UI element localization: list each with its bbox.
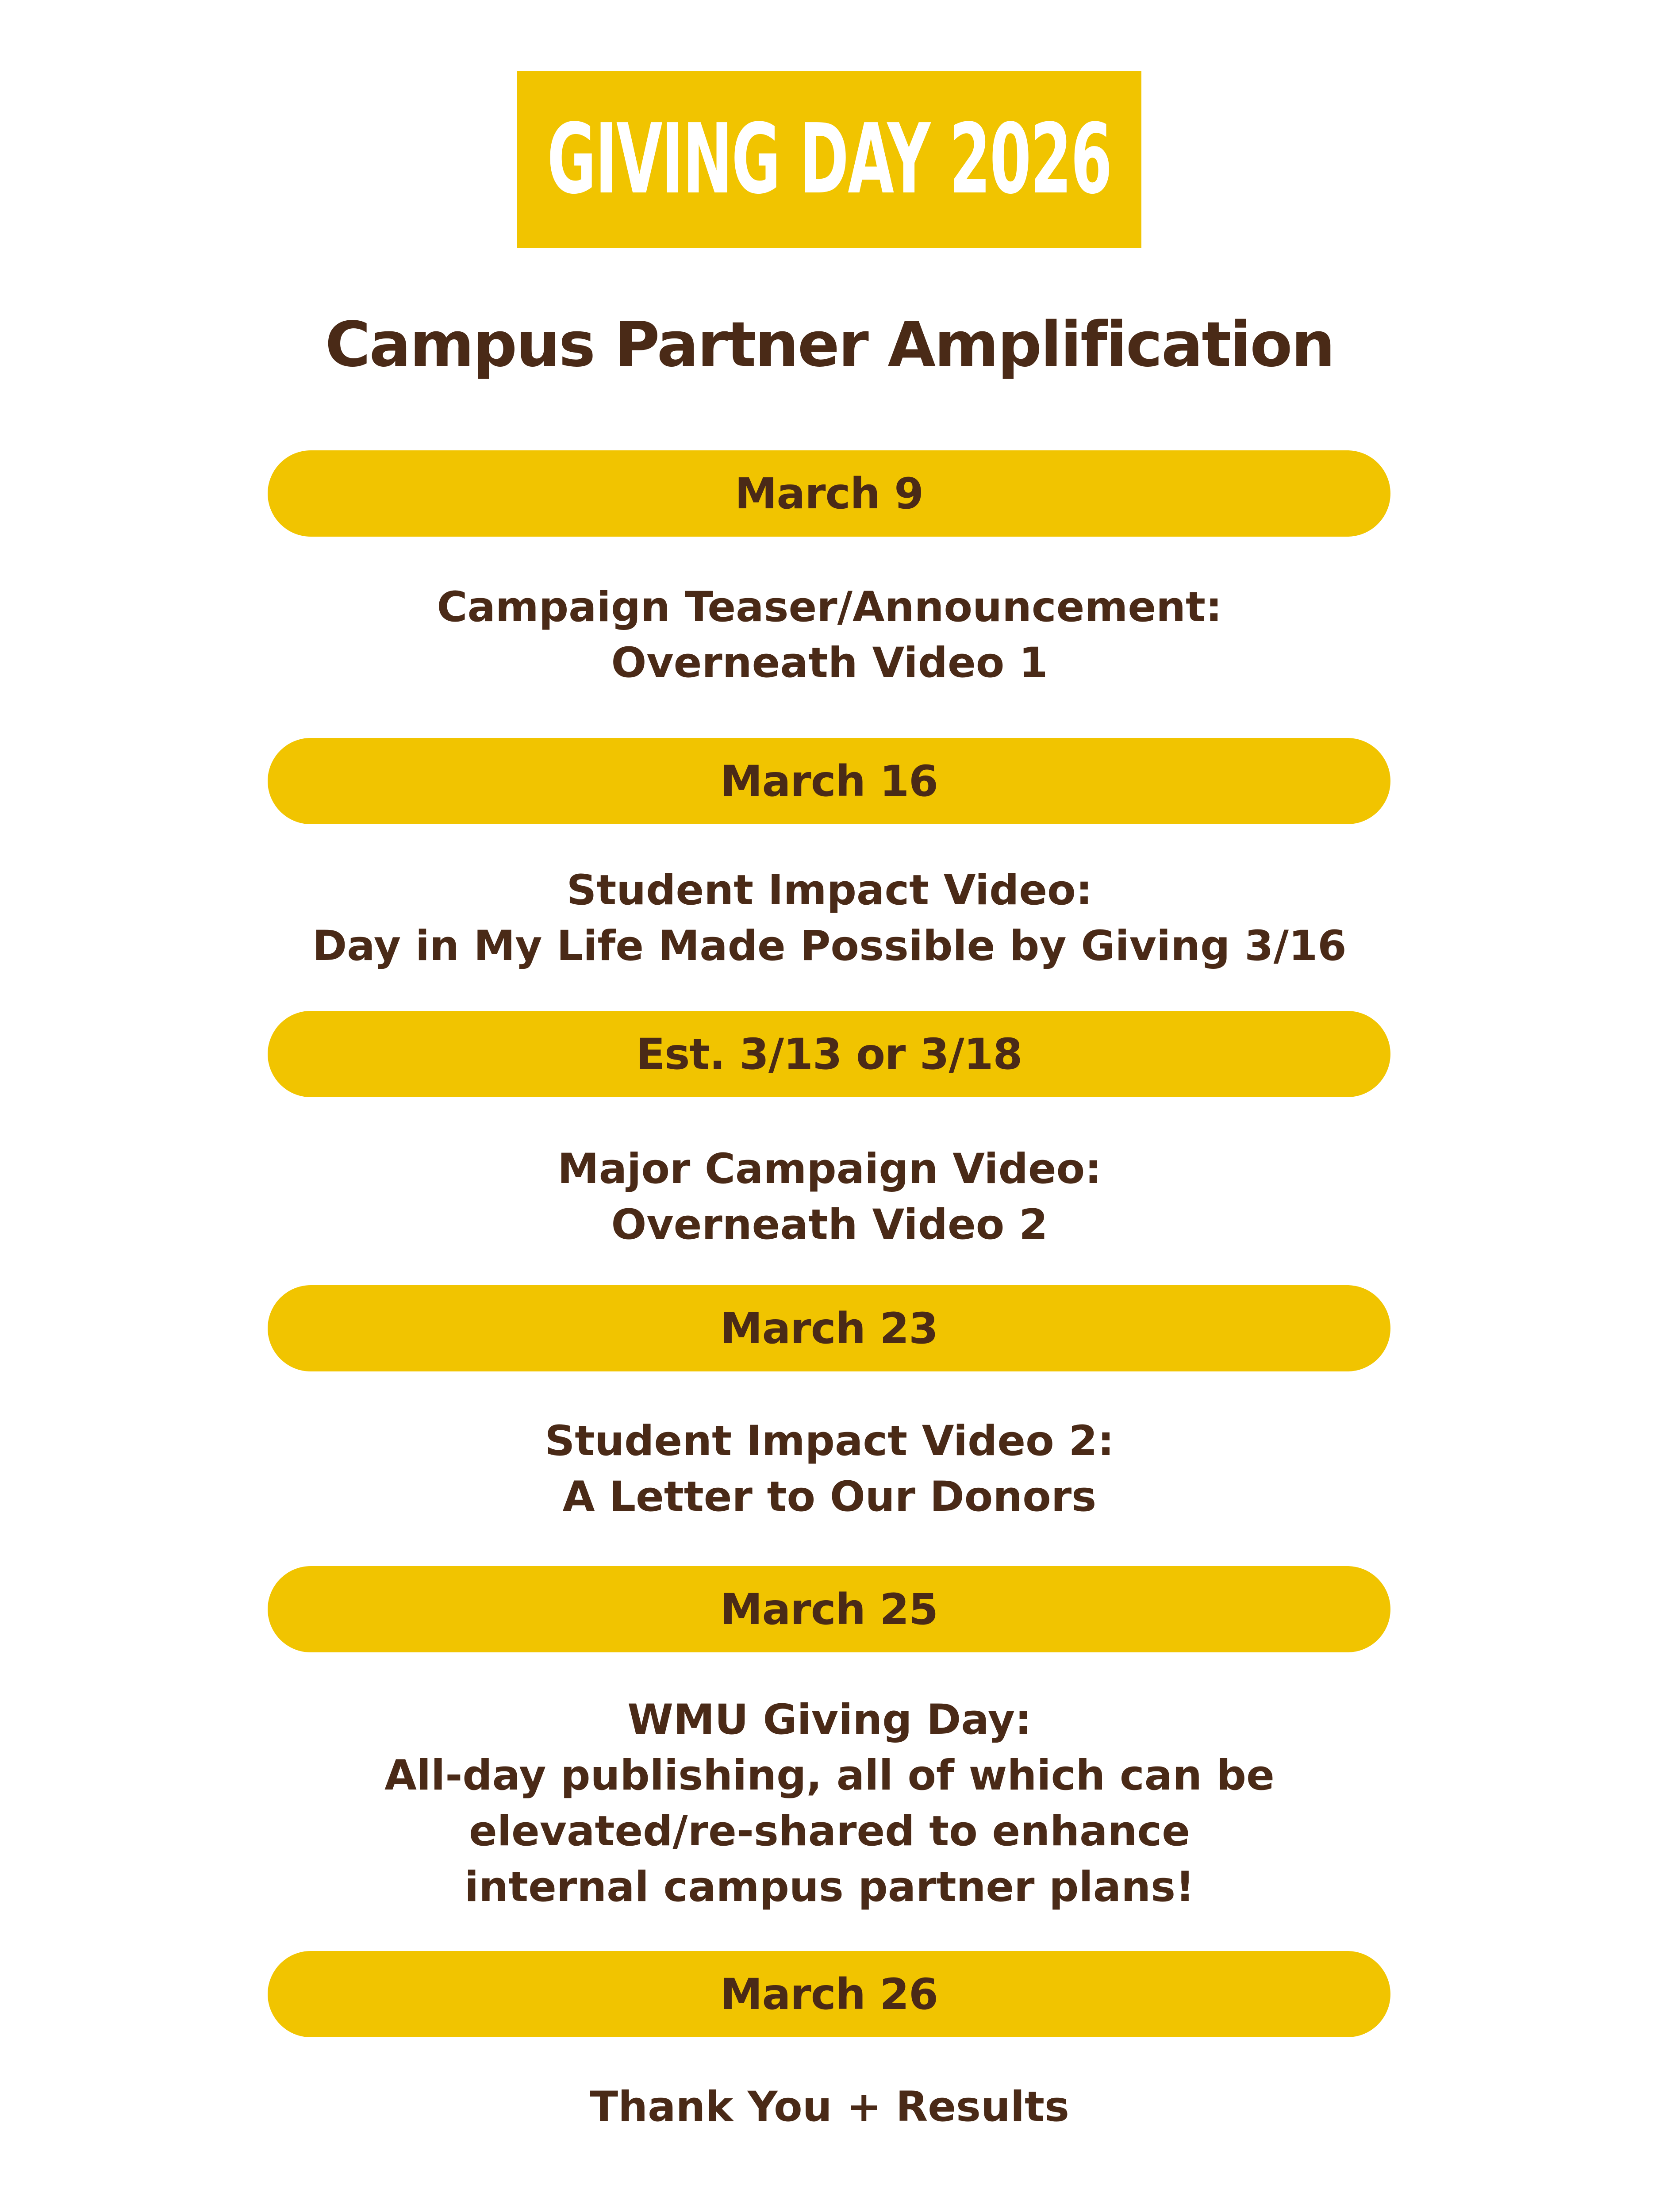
page-title: Campus Partner Amplification <box>325 309 1334 381</box>
description-line: Major Campaign Video: <box>557 1145 1102 1193</box>
schedule-item-description <box>0 1413 1659 1525</box>
schedule-item-description <box>0 2079 1659 2135</box>
date-pill-march-9 <box>268 450 1390 537</box>
schedule-item-description <box>0 863 1659 974</box>
date-pill-march-16 <box>268 738 1390 824</box>
description-line: Student Impact Video 2: <box>545 1417 1114 1465</box>
schedule-item-description <box>0 1692 1659 1915</box>
description-line: elevated/re-shared to enhance <box>469 1807 1190 1855</box>
description-line: All-day publishing, all of which can be <box>384 1751 1275 1800</box>
date-pill-march-25 <box>268 1566 1390 1652</box>
description-line: Thank You + Results <box>590 2083 1069 2131</box>
giving-day-logo <box>517 71 1141 248</box>
description-line: A Letter to Our Donors <box>562 1473 1097 1521</box>
schedule-item-description <box>0 580 1659 691</box>
date-pill-march-26 <box>268 1951 1390 2037</box>
logo-text: GIVING DAY 2026 <box>547 103 1111 215</box>
description-line: Day in My Life Made Possible by Giving 3/16 <box>312 922 1347 970</box>
date-pill-est <box>268 1011 1390 1097</box>
description-line: WMU Giving Day: <box>627 1696 1032 1744</box>
date-label: March 26 <box>720 1969 938 2019</box>
date-label: March 9 <box>734 469 924 518</box>
date-label: Est. 3/13 or 3/18 <box>636 1029 1022 1079</box>
date-label: March 23 <box>720 1303 938 1353</box>
description-line: internal campus partner plans! <box>465 1863 1194 1911</box>
description-line: Overneath Video 1 <box>611 639 1048 687</box>
schedule-item-description <box>0 1141 1659 1253</box>
date-label: March 16 <box>720 756 938 806</box>
description-line: Student Impact Video: <box>566 866 1093 914</box>
description-line: Overneath Video 2 <box>611 1201 1048 1249</box>
description-line: Campaign Teaser/Announcement: <box>437 583 1222 631</box>
date-label: March 25 <box>720 1584 938 1634</box>
date-pill-march-23 <box>268 1285 1390 1371</box>
